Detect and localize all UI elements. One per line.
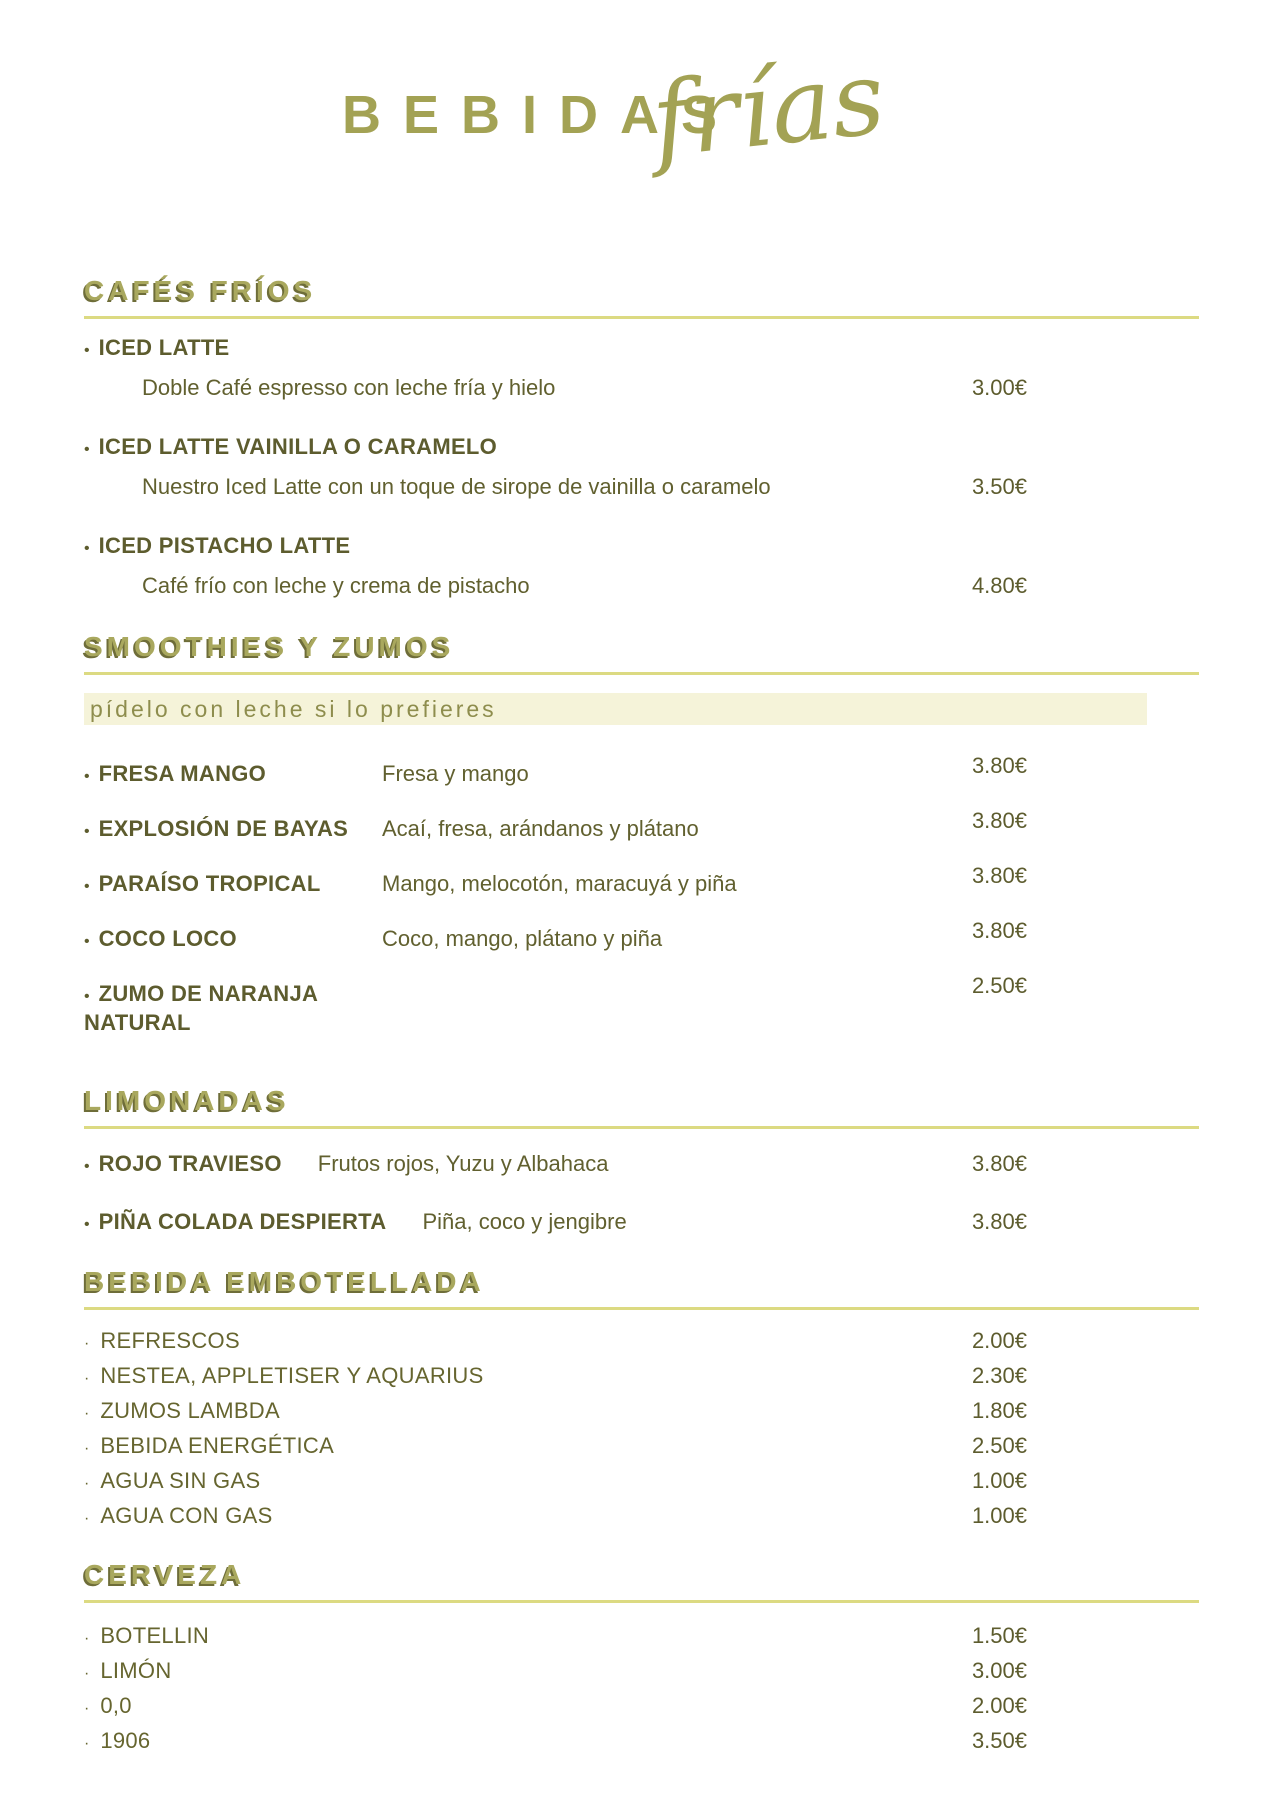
- item-price: 2.50€: [971, 1433, 1027, 1458]
- item-name: COCO LOCO: [98, 926, 237, 951]
- item-name-row: [84, 335, 1199, 364]
- bullet-icon: ·: [84, 1440, 90, 1457]
- page-title: BEBIDAS: [342, 85, 740, 145]
- item-description-row: [84, 375, 1199, 404]
- menu-item: [84, 1151, 1199, 1180]
- menu-item: [84, 335, 1199, 404]
- menu-item: [84, 1503, 1199, 1532]
- item-name: ICED LATTE VAINILLA O CARAMELO: [98, 434, 498, 459]
- item-name: ZUMOS LAMBDA: [100, 1398, 280, 1423]
- item-price: 2.30€: [971, 1363, 1027, 1388]
- item-price: 3.50€: [971, 474, 1027, 499]
- section-note-text: pídelo con leche si lo prefieres: [90, 696, 497, 722]
- menu-item: [84, 1363, 1199, 1392]
- item-description: Café frío con leche y crema de pistacho: [142, 573, 530, 598]
- menu-section-cafes-frios: [84, 276, 1199, 602]
- item-description: Frutos rojos, Yuzu y Albahaca: [317, 1151, 609, 1176]
- section-divider-line: [84, 1600, 1199, 1603]
- item-description: Acaí, fresa, arándanos y plátano: [382, 816, 699, 841]
- bullet-icon: ·: [84, 1370, 90, 1387]
- bullet-icon: ·: [84, 1700, 90, 1717]
- bullet-icon: ·: [84, 1735, 90, 1752]
- menu-item: [84, 1693, 1199, 1722]
- item-name: ICED PISTACHO LATTE: [98, 533, 351, 558]
- section-items: [84, 1151, 1199, 1238]
- menu-item: [84, 753, 1199, 790]
- menu-section-smoothies-y-zumos: [84, 632, 1199, 1039]
- menu-section-cerveza: [84, 1560, 1199, 1757]
- item-name-row: [84, 434, 1199, 463]
- menu-item: [84, 1209, 1199, 1238]
- item-name: ZUMO DE NARANJA NATURAL: [84, 981, 318, 1035]
- item-description: Doble Café espresso con leche fría y hielo: [142, 375, 556, 400]
- item-name: REFRESCOS: [100, 1328, 240, 1353]
- item-name: NESTEA, APPLETISER Y AQUARIUS: [100, 1363, 484, 1388]
- item-price: 4.80€: [971, 573, 1027, 598]
- menu-item: [84, 918, 1199, 955]
- item-name: EXPLOSIÓN DE BAYAS: [98, 816, 349, 841]
- section-title: SMOOTHIES Y ZUMOS: [84, 631, 455, 662]
- item-name: LIMÓN: [100, 1658, 172, 1683]
- item-name: AGUA CON GAS: [100, 1503, 273, 1528]
- menu-section-bebida-embotellada: [84, 1267, 1199, 1532]
- menu-item: [84, 533, 1199, 602]
- menu-item: [84, 973, 1199, 1039]
- item-name-col: [84, 871, 382, 900]
- section-note: [84, 693, 1147, 725]
- bullet-icon: •: [84, 988, 90, 1005]
- bullet-icon: •: [84, 823, 90, 840]
- item-name-col: [84, 1151, 282, 1180]
- item-price: 1.00€: [971, 1503, 1027, 1528]
- item-price: 3.80€: [971, 1209, 1027, 1234]
- item-name: ROJO TRAVIESO: [98, 1151, 282, 1176]
- item-description: Coco, mango, plátano y piña: [382, 926, 663, 951]
- menu-item: [84, 1433, 1199, 1462]
- bullet-icon: •: [84, 1216, 90, 1233]
- item-price: 2.00€: [971, 1693, 1027, 1718]
- item-price: 2.50€: [971, 973, 1027, 998]
- bullet-icon: •: [84, 933, 90, 950]
- item-price: 3.00€: [971, 375, 1027, 400]
- item-description: Mango, melocotón, maracuyá y piña: [382, 871, 737, 896]
- bullet-icon: ·: [84, 1510, 90, 1527]
- bullet-icon: ·: [84, 1475, 90, 1492]
- item-name: 1906: [100, 1728, 151, 1753]
- item-name: PIÑA COLADA DESPIERTA: [98, 1209, 387, 1234]
- section-title: CAFÉS FRÍOS: [84, 275, 317, 306]
- section-divider-line: [84, 316, 1199, 319]
- bullet-icon: •: [84, 441, 90, 458]
- page-subtitle-script: frías: [646, 38, 891, 182]
- section-divider-line: [84, 1126, 1199, 1129]
- section-items: [84, 1623, 1199, 1757]
- section-items: [84, 1328, 1199, 1532]
- item-description: Piña, coco y jengibre: [422, 1209, 627, 1234]
- bullet-icon: •: [84, 342, 90, 359]
- item-description-row: [84, 573, 1199, 602]
- item-name: 0,0: [100, 1693, 132, 1718]
- menu-header: [84, 0, 1199, 276]
- item-description-row: [84, 474, 1199, 503]
- item-price: 3.50€: [971, 1728, 1027, 1753]
- item-name: BEBIDA ENERGÉTICA: [100, 1433, 335, 1458]
- item-price: 2.00€: [971, 1328, 1027, 1353]
- menu-item: [84, 1328, 1199, 1357]
- item-name-col: [84, 926, 382, 955]
- section-title: CERVEZA: [84, 1559, 246, 1590]
- menu-item: [84, 1728, 1199, 1757]
- item-name-col: [84, 1209, 386, 1238]
- section-divider-line: [84, 1307, 1199, 1310]
- item-name-col: [84, 981, 382, 1039]
- menu-section-limonadas: [84, 1086, 1199, 1238]
- item-description: Nuestro Iced Latte con un toque de sirope de vainilla o caramelo: [142, 474, 771, 499]
- menu-item: [84, 1623, 1199, 1652]
- item-price: 3.80€: [971, 753, 1027, 778]
- item-price: 3.80€: [971, 863, 1027, 888]
- menu-item: [84, 1468, 1199, 1497]
- section-items: [84, 753, 1199, 1039]
- item-price: 1.80€: [971, 1398, 1027, 1423]
- bullet-icon: ·: [84, 1630, 90, 1647]
- item-price: 3.80€: [971, 808, 1027, 833]
- item-name-col: [84, 761, 382, 790]
- item-price: 1.00€: [971, 1468, 1027, 1493]
- section-divider-line: [84, 672, 1199, 675]
- item-price: 3.80€: [971, 1151, 1027, 1176]
- menu-item: [84, 808, 1199, 845]
- item-price: 3.00€: [971, 1658, 1027, 1683]
- bullet-icon: •: [84, 540, 90, 557]
- bullet-icon: •: [84, 768, 90, 785]
- menu-item: [84, 863, 1199, 900]
- item-price: 3.80€: [971, 918, 1027, 943]
- item-description: Fresa y mango: [382, 761, 529, 786]
- menu-sections: [84, 276, 1199, 1757]
- section-items: [84, 335, 1199, 602]
- menu-item: [84, 1398, 1199, 1427]
- menu-item: [84, 1658, 1199, 1687]
- bullet-icon: •: [84, 1158, 90, 1175]
- item-name: PARAÍSO TROPICAL: [98, 871, 321, 896]
- bullet-icon: ·: [84, 1335, 90, 1352]
- item-name: AGUA SIN GAS: [100, 1468, 261, 1493]
- bullet-icon: ·: [84, 1665, 90, 1682]
- item-name-row: [84, 533, 1199, 562]
- item-name: BOTELLIN: [100, 1623, 210, 1648]
- bullet-icon: ·: [84, 1405, 90, 1422]
- section-title: LIMONADAS: [84, 1085, 290, 1116]
- menu-item: [84, 434, 1199, 503]
- item-name: FRESA MANGO: [98, 761, 267, 786]
- item-name-col: [84, 816, 382, 845]
- section-title: BEBIDA EMBOTELLADA: [84, 1266, 485, 1297]
- item-price: 1.50€: [971, 1623, 1027, 1648]
- item-name: ICED LATTE: [98, 335, 230, 360]
- bullet-icon: •: [84, 878, 90, 895]
